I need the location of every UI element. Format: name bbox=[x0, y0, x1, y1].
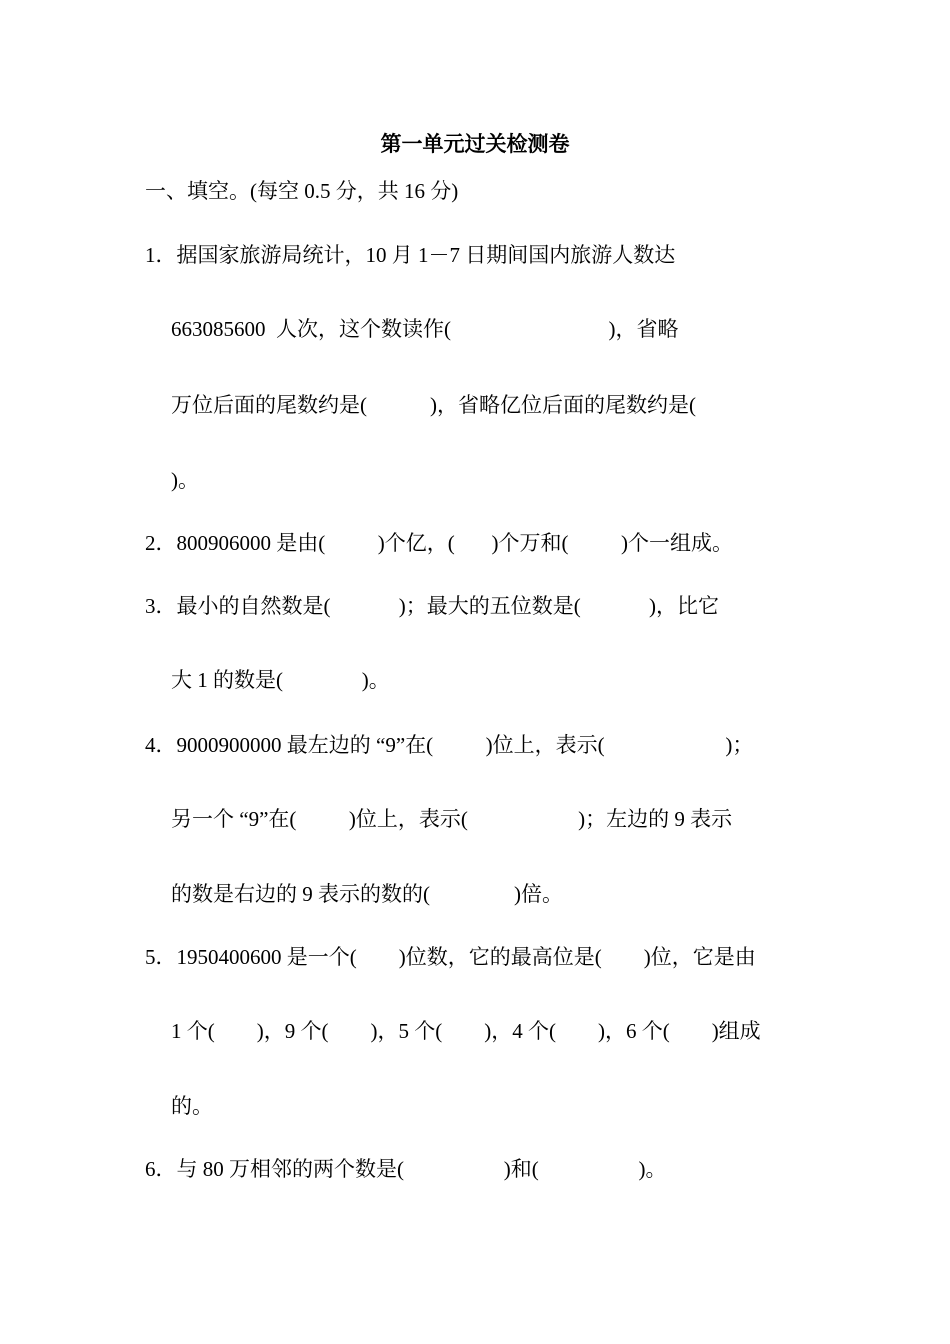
question-1-line-3: 万位后面的尾数约是( )，省略亿位后面的尾数约是( bbox=[171, 393, 696, 417]
question-3-line-2: 大 1 的数是( )。 bbox=[171, 668, 390, 692]
question-1-line-1: 1．据国家旅游局统计，10 月 1－7 日期间国内旅游人数达 bbox=[145, 243, 676, 267]
question-6-line-1: 6．与 80 万相邻的两个数是( )和( )。 bbox=[145, 1157, 667, 1181]
question-5-line-3: 的。 bbox=[171, 1094, 213, 1118]
question-4-line-1: 4．9000900000 最左边的 “9”在( )位上，表示( )； bbox=[145, 733, 754, 757]
question-5-line-1: 5．1950400600 是一个( )位数，它的最高位是( )位，它是由 bbox=[145, 945, 756, 969]
section-heading: 一、填空。(每空 0.5 分，共 16 分) bbox=[145, 179, 459, 203]
question-1-line-2: 663085600 人次，这个数读作( )，省略 bbox=[171, 317, 679, 341]
question-4-line-3: 的数是右边的 9 表示的数的( )倍。 bbox=[171, 882, 563, 906]
question-5-line-2: 1 个( )，9 个( )，5 个( )，4 个( )，6 个( )组成 bbox=[171, 1019, 761, 1043]
page-title: 第一单元过关检测卷 bbox=[380, 132, 570, 156]
question-3-line-1: 3．最小的自然数是( )；最大的五位数是( )，比它 bbox=[145, 594, 719, 618]
question-4-line-2: 另一个 “9”在( )位上，表示( )；左边的 9 表示 bbox=[171, 807, 733, 831]
question-2-line-1: 2．800906000 是由( )个亿，( )个万和( )个一组成。 bbox=[145, 531, 733, 555]
question-1-line-4: )。 bbox=[171, 468, 199, 492]
